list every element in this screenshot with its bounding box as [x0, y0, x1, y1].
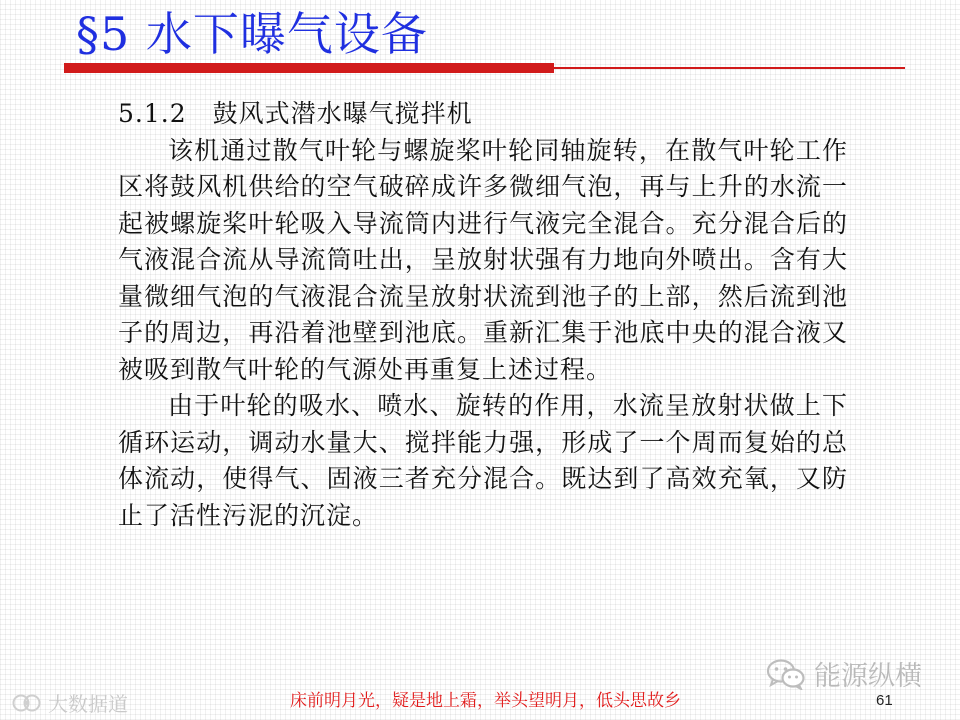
wechat-watermark: [766, 654, 922, 693]
paragraph-1: 该机通过散气叶轮与螺旋桨叶轮同轴旋转，在散气叶轮工作区将鼓风机供给的空气破碎成许多微细气泡，再与上升的水流一起被螺旋桨叶轮吸入导流筒内进行气液完全混合。充分混合后的气液混合流从导流筒吐出，呈放射状强有力地向外喷出。含有大量微细气泡的气液混合流呈放射状流到池子的上部，然后流到池子的周边，再沿着池壁到池底。重新汇集于池底中央的混合液又被吸到散气叶轮的气源处再重复上述过程。: [118, 135, 848, 384]
footer-logo: [12, 688, 128, 717]
watermark-text: 能源纵横: [814, 661, 922, 692]
site-logo-icon: [12, 692, 42, 714]
slide-title: §5 水下曝气设备: [76, 7, 428, 61]
footer-slogan: 床前明月光，疑是地上霜，举头望明月，低头思故乡: [290, 691, 681, 711]
page-number: 61: [876, 692, 893, 709]
title-underline-thin: [553, 67, 905, 69]
title-underline-thick: [64, 63, 554, 73]
paragraph-2: 由于叶轮的吸水、喷水、旋转的作用，水流呈放射状做上下循环运动，调动水量大、搅拌能力强，形成了一个周而复始的总体流动，使得气、固液三者充分混合。既达到了高效充氧，又防止了活性污泥的沉淀。: [118, 391, 848, 530]
slide-body: [118, 96, 848, 534]
section-subtitle: 5.1.2 鼓风式潜水曝气搅拌机: [118, 99, 473, 128]
wechat-icon: [766, 658, 806, 690]
footer-logo-text: 大数据道: [48, 692, 128, 716]
